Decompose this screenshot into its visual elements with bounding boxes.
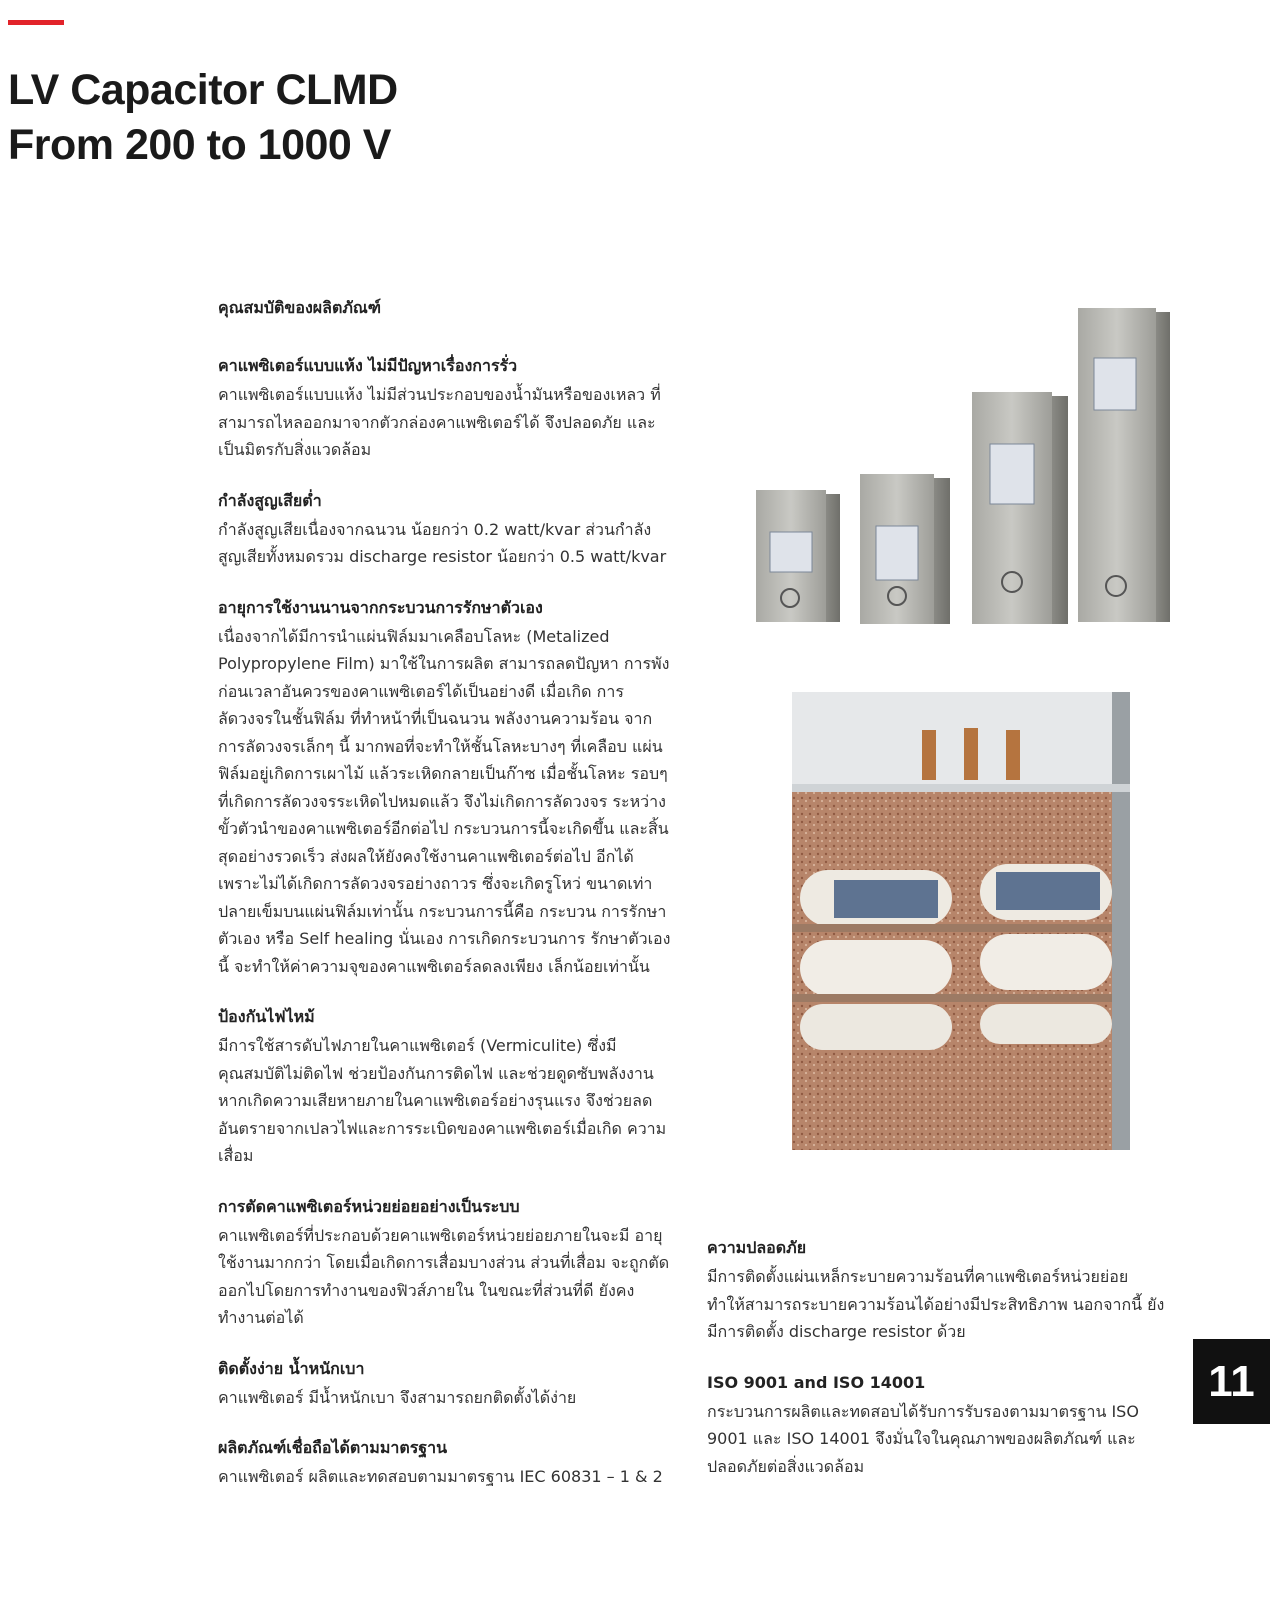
- features-right-column: [707, 1234, 1167, 1503]
- feature-heading: กำลังสูญเสียต่ำ: [218, 490, 322, 510]
- capacitor-unit-tall: [1078, 308, 1170, 622]
- feature-body: คาแพซิเตอร์ ผลิตและทดสอบตามมาตรฐาน IEC 60831 – 1 & 2: [218, 1467, 663, 1486]
- feature-body: กระบวนการผลิตและทดสอบได้รับการรับรองตามมาตรฐาน ISO 9001 และ ISO 14001 จึงมั่นใจในคุณภาพของผลิตภัณฑ์ และปลอดภัยต่อสิ่งแวดล้อม: [707, 1401, 1139, 1476]
- feature-iso: [707, 1369, 1167, 1481]
- capacitor-unit-small: [756, 490, 840, 622]
- page-title: LV Capacitor CLMD: [8, 66, 398, 114]
- feature-heading: ISO 9001 and ISO 14001: [707, 1372, 926, 1392]
- feature-easy-installation: [218, 1355, 674, 1412]
- feature-body: คาแพซิเตอร์ที่ประกอบด้วยคาแพซิเตอร์หน่วยย่อยภายในจะมี อายุใช้งานมากกว่า โดยเมื่อเกิดการเสื่อมบางส่วน ส่วนที่เสื่อม จะถูกตัดออกไปโดยการทำงานของฟิวส์ภายใน ในขณะที่ส่วนที่ดี ยังคงทำงานต่อได้: [218, 1225, 670, 1327]
- feature-self-healing: [218, 594, 674, 981]
- feature-body: คาแพซิเตอร์แบบแห้ง ไม่มีส่วนประกอบของน้ำมันหรือของเหลว ที่สามารถไหลออกมาจากตัวกล่องคาแพซิเตอร์ได้ จึงปลอดภัย และเป็นมิตรกับสิ่งแวดล้อม: [218, 385, 661, 459]
- feature-safety: [707, 1234, 1167, 1346]
- features-heading: คุณสมบัติของผลิตภัณฑ์: [218, 298, 382, 317]
- feature-body: มีการใช้สารดับไฟภายในคาแพซิเตอร์ (Vermiculite) ซึ่งมี คุณสมบัติไม่ติดไฟ ช่วยป้องกันการติดไฟ และช่วยดูดซับพลังงาน หากเกิดความเสียหายภายในคาแพซิเตอร์อย่างรุนแรง จึงช่วยลด อันตรายจากเปลวไฟและการระเบิดของคาแพซิเตอร์เมื่อเกิด ความเสื่อม: [218, 1036, 667, 1165]
- capacitor-internal-photo: [792, 692, 1132, 1168]
- capacitor-unit-medium: [860, 474, 950, 624]
- page-subtitle: From 200 to 1000 V: [8, 121, 391, 169]
- feature-heading: อายุการใช้งานนานจากกระบวนการรักษาตัวเอง: [218, 597, 543, 617]
- capacitor-units-photo: [752, 304, 1172, 634]
- features-left-column: [218, 352, 674, 1514]
- page-number-badge: 11: [1193, 1339, 1270, 1424]
- feature-body: กำลังสูญเสียเนื่องจากฉนวน น้อยกว่า 0.2 watt/kvar ส่วนกำลัง สูญเสียทั้งหมดรวม discharge resistor น้อยกว่า 0.5 watt/kvar: [218, 519, 667, 566]
- feature-body: คาแพซิเตอร์ มีน้ำหนักเบา จึงสามารถยกติดตั้งได้ง่าย: [218, 1387, 577, 1407]
- feature-heading: ป้องกันไฟไหม้: [218, 1007, 315, 1026]
- feature-heading: ความปลอดภัย: [707, 1238, 807, 1257]
- feature-heading: การตัดคาแพซิเตอร์หน่วยย่อยอย่างเป็นระบบ: [218, 1196, 520, 1216]
- feature-heading: ติดตั้งง่าย น้ำหนักเบา: [218, 1358, 365, 1378]
- feature-heading: ผลิตภัณฑ์เชื่อถือได้ตามมาตรฐาน: [218, 1438, 448, 1457]
- feature-dry-type: [218, 352, 674, 464]
- feature-standards: [218, 1434, 674, 1491]
- feature-body: เนื่องจากได้มีการนำแผ่นฟิล์มมาเคลือบโลหะ (Metalized Polypropylene Film) มาใช้ในการผลิต สามารถลดปัญหา การพังก่อนเวลาอันควรของคาแพซิเตอร์ได้เป็นอย่างดี เมื่อเกิด การลัดวงจรในชั้นฟิล์ม ที่ทำหน้าที่เป็นฉนวน พลังงานความร้อน จากการลัดวงจรเล็กๆ นี้ มากพอที่จะทำให้ชั้นโลหะบางๆ ที่เคลือบ แผ่นฟิล์มอยู่เกิดการเผาไม้ แล้วระเหิดกลายเป็นก๊าซ เมื่อชั้นโลหะ รอบๆ ที่เกิดการลัดวงจรระเหิดไปหมดแล้ว จึงไม่เกิดการลัดวงจร ระหว่างขั้วตัวนำของคาแพซิเตอร์อีกต่อไป กระบวนการนี้จะเกิดขึ้น และสิ้นสุดอย่างรวดเร็ว ส่งผลให้ยังคงใช้งานคาแพซิเตอร์ต่อไป อีกได้ เพราะไม่ได้เกิดการลัดวงจรอย่างถาวร ซึ่งจะเกิดรูโหว่ ขนาดเท่าปลายเข็มบนแผ่นฟิล์มเท่านั้น กระบวนการนี้คือ กระบวน การรักษาตัวเอง หรือ Self healing นั่นเอง การเกิดกระบวนการ รักษาตัวเองนี้ จะทำให้ค่าความจุของคาแพซิเตอร์ลดลงเพียง เล็กน้อยเท่านั้น: [218, 626, 671, 976]
- feature-fire-protection: [218, 1003, 674, 1170]
- accent-bar: [8, 20, 64, 25]
- feature-body: มีการติดตั้งแผ่นเหล็กระบายความร้อนที่คาแพซิเตอร์หน่วยย่อย ทำให้สามารถระบายความร้อนได้อย่างมีประสิทธิภาพ นอกจากนี้ ยังมีการติดตั้ง discharge resistor ด้วย: [707, 1267, 1165, 1341]
- feature-low-loss: [218, 487, 674, 571]
- capacitor-unit-large: [972, 392, 1068, 624]
- feature-element-disconnection: [218, 1193, 674, 1332]
- feature-heading: คาแพซิเตอร์แบบแห้ง ไม่มีปัญหาเรื่องการรั่ว: [218, 356, 518, 375]
